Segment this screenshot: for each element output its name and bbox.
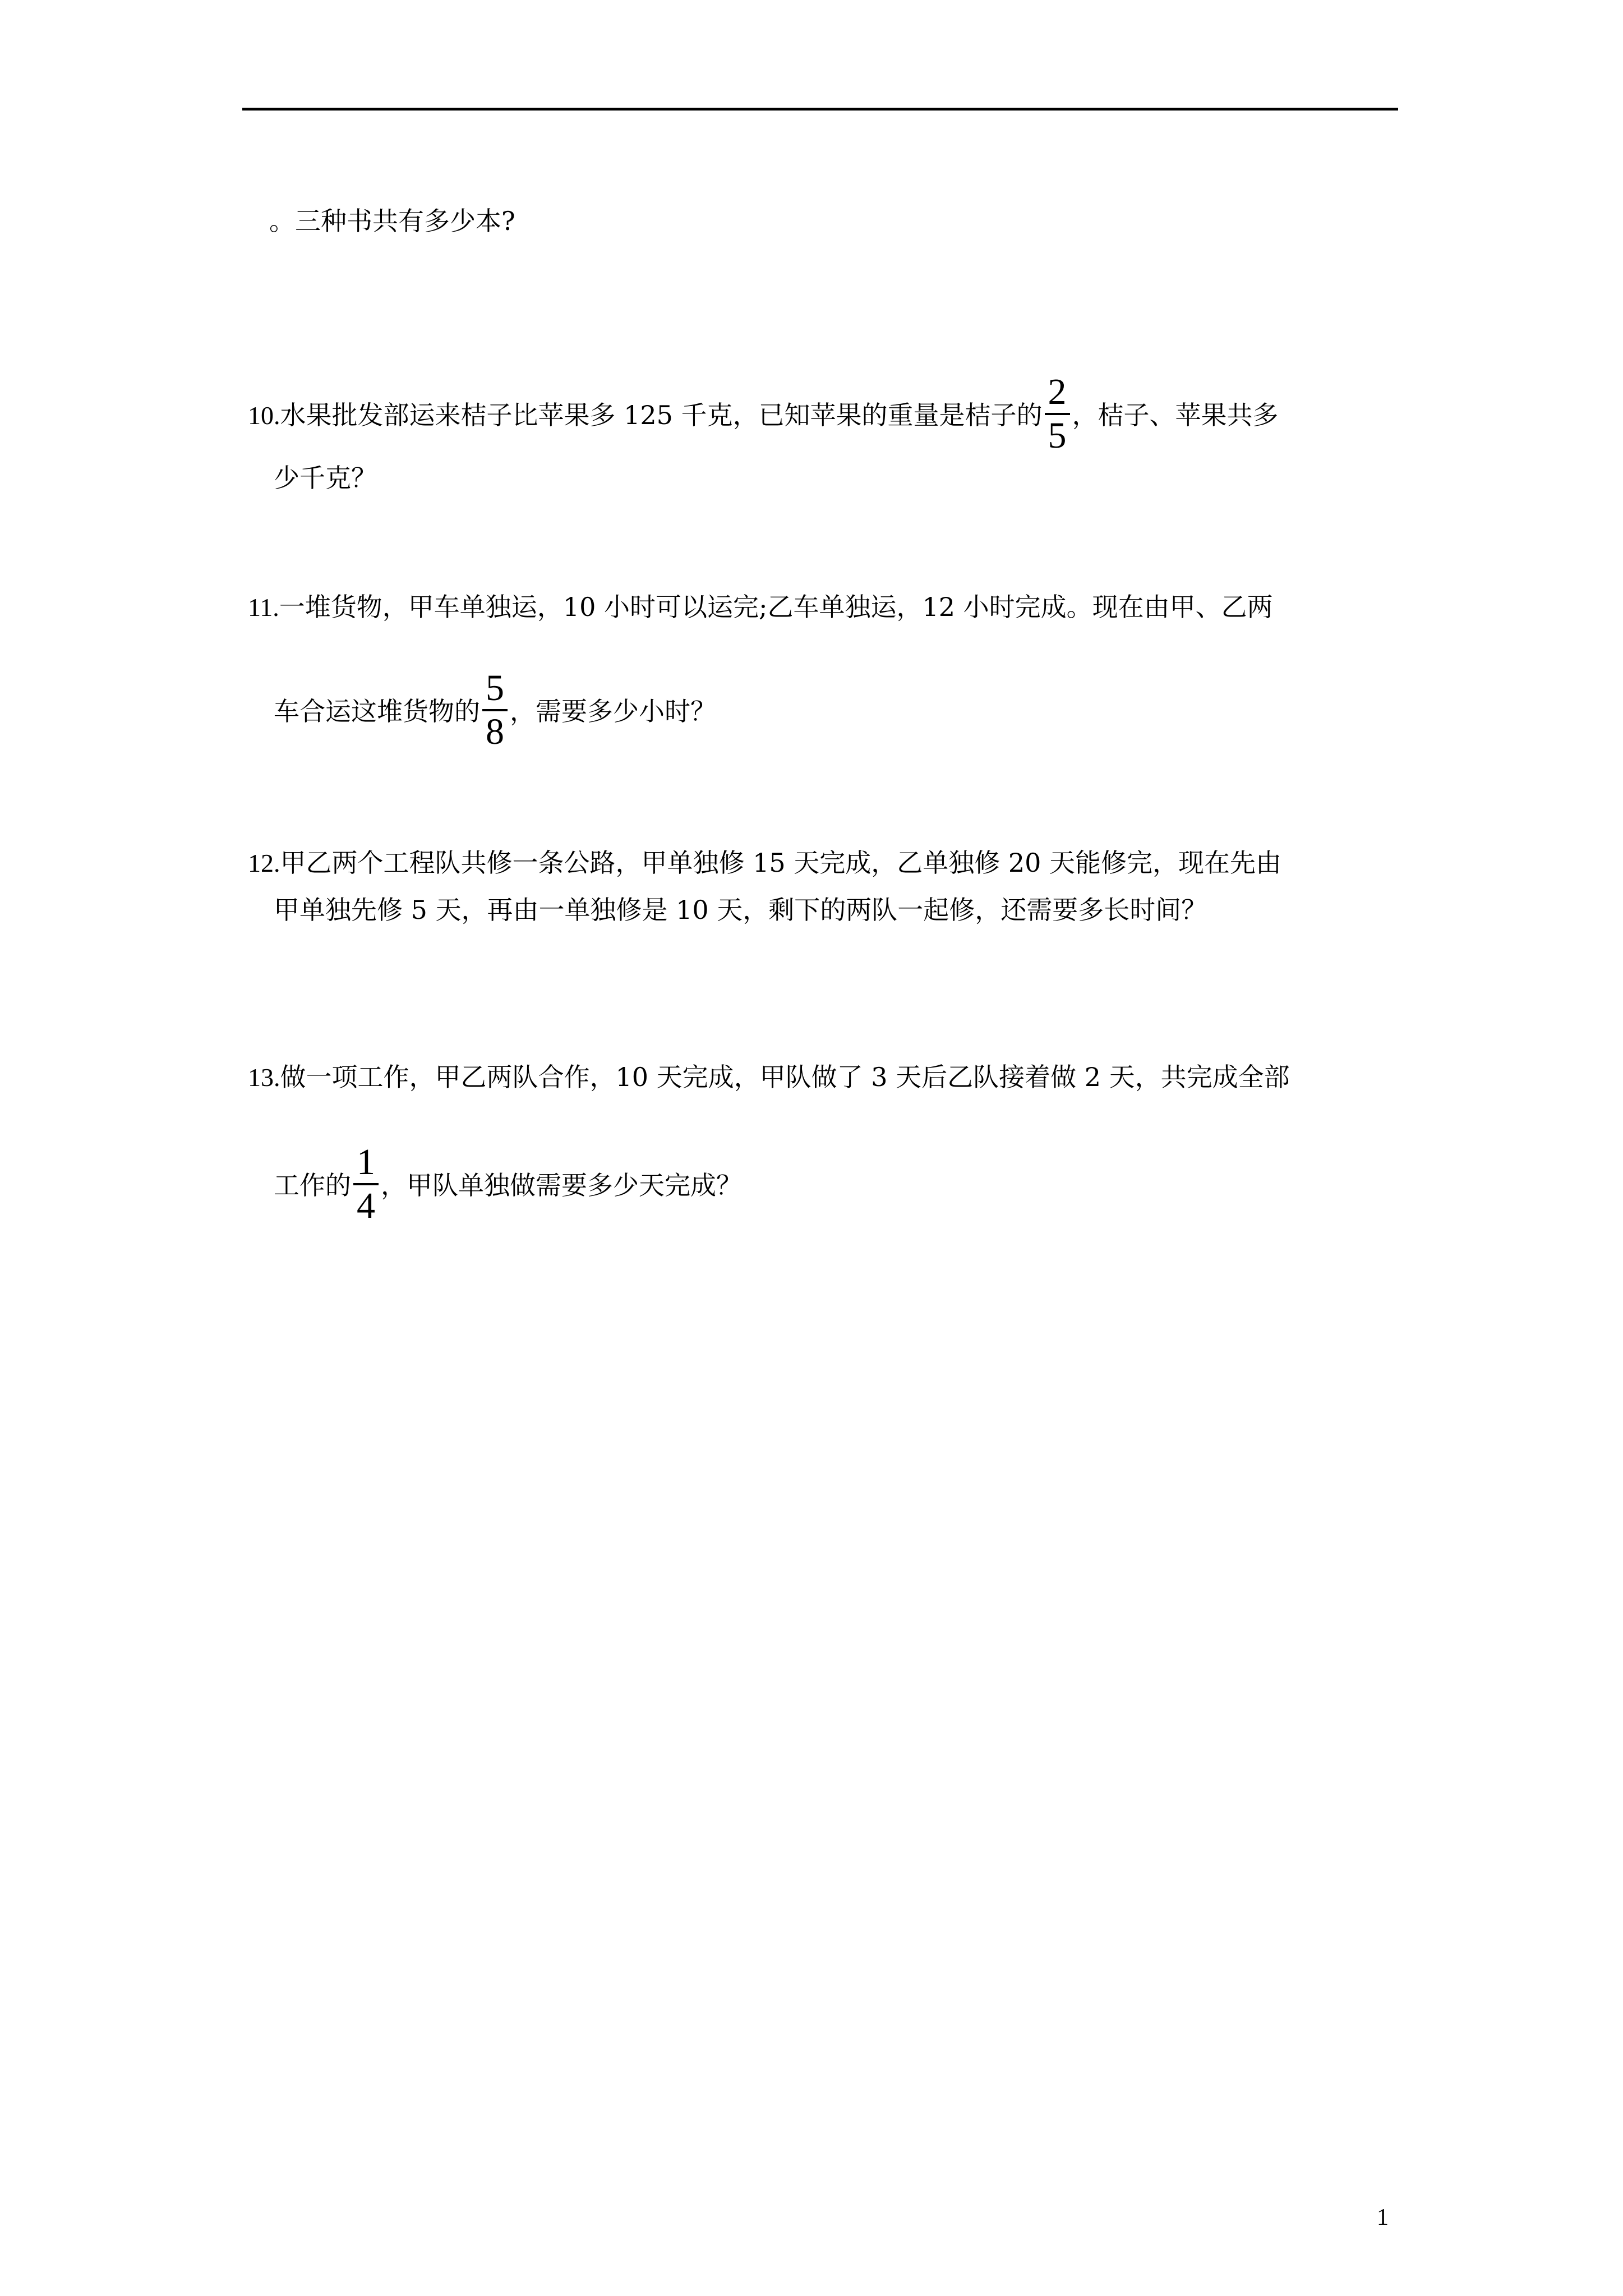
problem-12-number: 12. [248,849,280,877]
problem-11-line-2 [274,668,716,754]
problem-12-line-2 [274,893,1207,927]
problem-11-fraction [482,670,508,751]
problem-13-text-after-fraction: ，甲队单独做需要多少天完成？ [381,1170,742,1200]
problem-10-fraction [1045,371,1070,456]
fragment-line [269,204,515,238]
problem-13-text-before-fraction: 工作的 [274,1170,351,1200]
problem-10-number: 10. [248,401,280,430]
problem-11-text-before-fraction: 车合运这堆货物的 [274,696,480,726]
problem-13-text-line-1: 做一项工作，甲乙两队合作，10 天完成，甲队做了 3 天后乙队接着做 2 天，共完成全部 [280,1062,1290,1092]
page-number: 1 [1377,2205,1389,2230]
fraction-denominator: 8 [486,711,504,752]
problem-10-text-line-2: 少千克？ [274,463,377,493]
fraction-numerator: 1 [353,1144,379,1185]
problem-13-line-1 [248,1060,1290,1094]
fraction-denominator: 5 [1048,415,1067,456]
problem-12-text-line-2: 甲单独先修 5 天，再由一单独修是 10 天，剩下的两队一起修，还需要多长时间？ [274,895,1207,925]
problem-11-text-line-1: 一堆货物，甲车单独运，10 小时可以运完;乙车单独运，12 小时完成。现在由甲、乙两 [279,592,1273,622]
problem-10-line-1 [248,371,1279,458]
problem-11-line-1 [248,590,1273,624]
fraction-numerator: 2 [1045,374,1070,415]
fraction-denominator: 4 [357,1185,375,1226]
problem-13-number: 13. [248,1063,280,1092]
problem-13-line-2 [274,1142,742,1228]
problem-12-line-1 [248,846,1281,880]
problem-10-text-after-fraction: ，桔子、苹果共多 [1072,400,1279,430]
problem-10-line-2 [274,461,377,495]
fragment-text: 。三种书共有多少本? [269,206,515,236]
fraction-numerator: 5 [482,670,508,711]
problem-12-text-line-1: 甲乙两个工程队共修一条公路，甲单独修 15 天完成，乙单独修 20 天能修完，现在先由 [280,848,1282,878]
problem-11-number: 11. [248,593,279,622]
problem-11-text-after-fraction: ，需要多少小时？ [510,696,716,726]
problem-13-fraction [353,1144,379,1225]
problem-10-text-before-fraction: 水果批发部运来桔子比苹果多 125 千克，已知苹果的重量是桔子的 [280,400,1043,430]
header-rule [242,108,1398,111]
